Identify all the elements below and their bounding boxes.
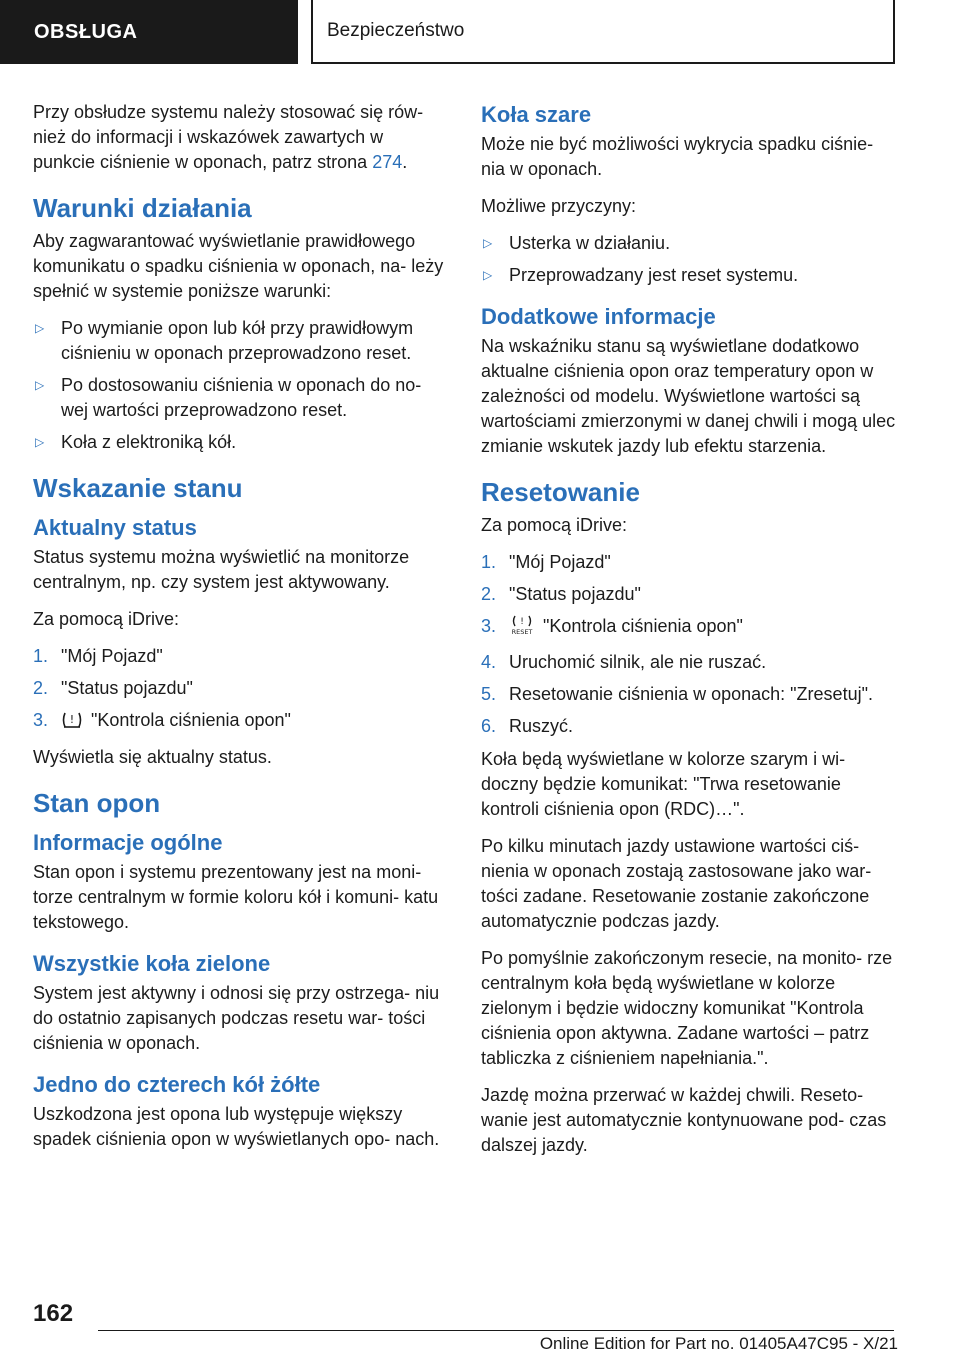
intro-paragraph: Przy obsłudze systemu należy stosować się rów‐ nież do informacji i wskazówek zawartych w punkcie ciśnienie w oponach, patrz strona 274. (33, 102, 424, 172)
paragraph-przyczyny: Możliwe przyczyny: (481, 196, 637, 216)
heading-warunki: Warunki działania (33, 193, 252, 223)
triangle-bullet-icon: ▷ (35, 321, 45, 335)
paragraph-idrive: Za pomocą iDrive: (33, 609, 180, 629)
list-item: ▷ Koła z elektroniką kół. (33, 430, 445, 455)
paragraph-pomyslnie: Po pomyślnie zakończonym resecie, na monito‐ rze centralnym koła będą wyświetlane w kolorze zielonym i będzie widoczny komunikat "Kontrola ciśnienia opon aktywna. Zadane wartości – patrz tabliczka z ciśnieniem napełniania.". (481, 948, 893, 1068)
reset-steps-list (481, 550, 899, 739)
triangle-bullet-icon: ▷ (35, 378, 45, 392)
list-item: ▷ Po wymianie opon lub kół przy prawidłowym ciśnieniu w oponach przeprowadzono reset. (35, 318, 414, 363)
paragraph-aktualny: Status systemu można wyświetlić na monitorze centralnym, np. czy system jest aktywowany. (33, 547, 410, 592)
list-item: ▷ Po dostosowaniu ciśnienia w oponach do no‐ wej wartości przeprowadzono reset. (35, 375, 422, 420)
list-item: 5. Resetowanie ciśnienia w oponach: "Zresetuj". (481, 684, 873, 704)
paragraph-dodatkowe: Na wskaźniku stanu są wyświetlane dodatkowo aktualne ciśnienia opon oraz temperatury opon w zależności od modelu. Wyświetlone wartości są wartościami zmierzonymi w danej chwili i mogą ulec zmianie wskutek jazdy lub efektu starzenia. (481, 336, 896, 456)
paragraph-zolte: Uszkodzona jest opona lub występuje większy spadek ciśnienia opon w wyświetlanych opo‐ nach. (33, 1104, 440, 1149)
paragraph-info: Stan opon i systemu prezentowany jest na moni‐ torze centralnym w formie koloru kół i komuni‐ katu tekstowego. (33, 862, 439, 932)
list-item: 3. ! "Kontrola ciśnienia opon" (33, 708, 445, 737)
chapter-title: Bezpieczeństwo (327, 20, 465, 41)
section-label: OBSŁUGA (34, 20, 138, 43)
heading-zielone: Wszystkie koła zielone (33, 951, 271, 976)
steps-list (33, 644, 445, 737)
heading-dodatkowe: Dodatkowe informacje (481, 304, 716, 329)
heading-info: Informacje ogólne (33, 830, 223, 855)
paragraph-szare: Może nie być możliwości wykrycia spadku ciśnie‐ nia w oponach. (481, 134, 874, 179)
list-item: 6. Ruszyć. (481, 716, 574, 736)
paragraph-idrive: Za pomocą iDrive: (481, 515, 628, 535)
paragraph-warunki: Aby zagwarantować wyświetlanie prawidłowego komunikatu o spadku ciśnienia w oponach, na‐ leży spełnić w systemie poniższe warunki: (33, 231, 444, 301)
footer-divider (98, 1330, 894, 1331)
footer-edition: Online Edition for Part no. 01405A47C95 - X/21 (539, 1334, 898, 1353)
left-column (33, 100, 445, 1164)
paragraph-wyswietla: Wyświetla się aktualny status. (33, 747, 272, 767)
conditions-list (33, 316, 445, 455)
heading-wskazanie: Wskazanie stanu (33, 473, 243, 503)
list-item: 2. "Status pojazdu" (481, 584, 641, 604)
list-item: 2. "Status pojazdu" (33, 678, 193, 698)
triangle-bullet-icon: ▷ (35, 435, 45, 449)
heading-reset: Resetowanie (481, 477, 640, 507)
heading-aktualny: Aktualny status (33, 515, 197, 540)
causes-list (481, 231, 899, 288)
heading-stan: Stan opon (33, 788, 161, 818)
list-item: 1. "Mój Pojazd" (481, 552, 611, 572)
section-tab (0, 0, 298, 64)
heading-szare: Koła szare (481, 102, 592, 127)
list-item: 3. ! RESET "Kontrola ciśnienia opon" (481, 614, 899, 643)
list-item: 1. "Mój Pojazd" (33, 646, 163, 666)
heading-zolte: Jedno do czterech kół żółte (33, 1072, 321, 1097)
tire-pressure-reset-icon (509, 614, 535, 643)
list-item: ▷ Usterka w działaniu. (481, 231, 899, 256)
svg-text:!: ! (520, 617, 524, 627)
paragraph-jazde: Jazdę można przerwać w każdej chwili. Reseto‐ wanie jest automatycznie kontynuowane pod‐ czas dalszej jazdy. (481, 1085, 887, 1155)
tire-pressure-warning-icon (61, 710, 83, 737)
svg-text:!: ! (69, 713, 75, 726)
paragraph-szarym: Koła będą wyświetlane w kolorze szarym i wi‐ doczny będzie komunikat: "Trwa resetowanie kontroli ciśnienia opon (RDC)…". (481, 749, 846, 819)
paragraph-kilku: Po kilku minutach jazdy ustawione wartości ciś‐ nienia w oponach zostają zastosowane jako war‐ tości zadane. Resetowanie zostanie zakończone automatycznie podczas jazdy. (481, 836, 872, 931)
paragraph-zielone: System jest aktywny i odnosi się przy ostrzega‐ niu do ostatnio zapisanych podczas resetu war‐ tości ciśnienia w oponach. (33, 983, 440, 1053)
list-item: ▷ Przeprowadzany jest reset systemu. (481, 263, 899, 288)
page-link[interactable]: 274 (372, 152, 403, 172)
list-item: 4. Uruchomić silnik, ale nie ruszać. (481, 652, 767, 672)
right-column (481, 100, 899, 1170)
chapter-header (311, 0, 895, 64)
page-number: 162 (33, 1300, 74, 1327)
svg-text:RESET: RESET (511, 628, 533, 636)
triangle-bullet-icon: ▷ (483, 268, 493, 282)
triangle-bullet-icon: ▷ (483, 236, 493, 250)
